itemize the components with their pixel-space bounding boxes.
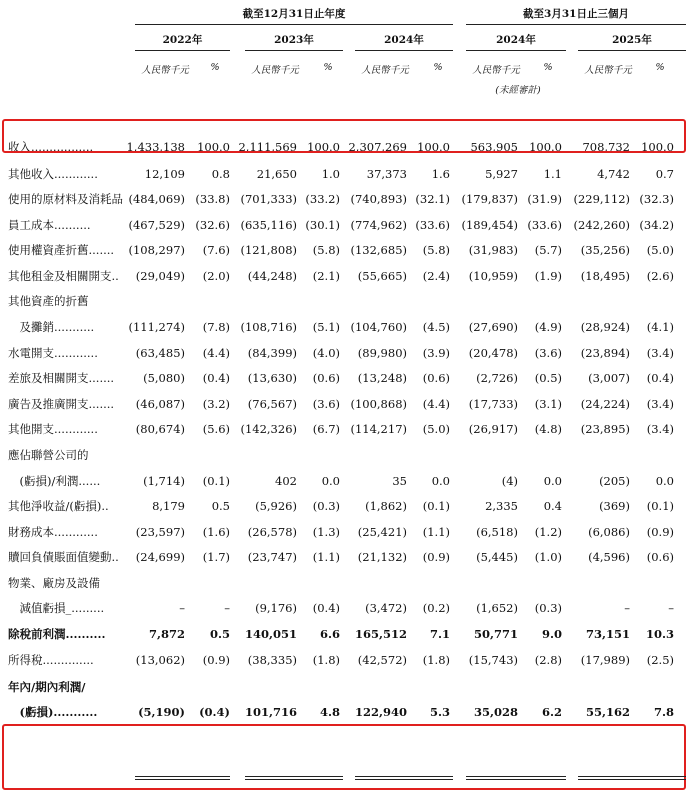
- amount-cell: (6,518): [476, 525, 518, 539]
- amount-cell: 708,732: [582, 140, 630, 154]
- percent-cell: 100.0: [641, 140, 674, 154]
- double-underline-2024-q: [466, 776, 566, 780]
- amount-cell: (3,472): [365, 601, 407, 615]
- unit-unaudited: (未經審計): [495, 85, 541, 96]
- year-rule-2022: [135, 50, 230, 51]
- amount-cell: (89,980): [357, 346, 407, 360]
- amount-cell: (25,421): [357, 525, 407, 539]
- amount-cell: (108,716): [240, 320, 297, 334]
- amount-cell: (132,685): [350, 243, 407, 257]
- amount-cell: (38,335): [247, 653, 297, 667]
- amount-cell: (23,894): [580, 346, 630, 360]
- percent-cell: (5.6): [202, 422, 230, 436]
- percent-cell: (5.0): [646, 243, 674, 257]
- percent-cell: (2.5): [646, 653, 674, 667]
- amount-cell: 35: [392, 474, 407, 488]
- percent-cell: (4.9): [534, 320, 562, 334]
- row-label: 員工成本..........: [8, 218, 91, 232]
- amount-cell: (29,049): [135, 269, 185, 283]
- unit-pct-2023: %: [323, 62, 333, 73]
- amount-cell: (3,007): [588, 371, 630, 385]
- percent-cell: (33.6): [527, 218, 562, 232]
- percent-cell: (3.1): [534, 397, 562, 411]
- amount-cell: 563,905: [470, 140, 518, 154]
- table-row: [0, 289, 692, 313]
- amount-cell: (114,217): [350, 422, 407, 436]
- double-underline-2023: [245, 776, 343, 780]
- percent-cell: 100.0: [197, 140, 230, 154]
- amount-cell: (17,733): [468, 397, 518, 411]
- percent-cell: 0.0: [655, 474, 674, 488]
- profit-row-highlight: [2, 724, 686, 790]
- percent-cell: (2.1): [312, 269, 340, 283]
- amount-cell: (80,674): [135, 422, 185, 436]
- row-label: 使用的原材料及消耗品: [8, 192, 123, 206]
- row-label: 使用權資產折舊.......: [8, 243, 115, 257]
- table-row: [0, 571, 692, 595]
- percent-cell: (3.6): [312, 397, 340, 411]
- table-row: [0, 675, 692, 699]
- year-header-2022: 2022年: [162, 34, 203, 46]
- percent-cell: –: [224, 601, 230, 615]
- percent-cell: (0.3): [312, 499, 340, 513]
- row-label: 差旅及相關開支.......: [8, 371, 115, 385]
- percent-cell: (0.3): [534, 601, 562, 615]
- amount-cell: (84,399): [247, 346, 297, 360]
- amount-cell: 2,335: [485, 499, 518, 513]
- percent-cell: (0.9): [646, 525, 674, 539]
- amount-cell: (229,112): [573, 192, 630, 206]
- table-row: [0, 469, 692, 493]
- row-label: 除稅前利潤..........: [8, 627, 106, 641]
- percent-cell: 0.4: [543, 499, 562, 513]
- percent-cell: 0.0: [431, 474, 450, 488]
- amount-cell: 35,028: [473, 705, 518, 719]
- unit-rmb-2025-q: 人民幣千元: [584, 65, 632, 76]
- amount-cell: (1,714): [143, 474, 185, 488]
- row-label: 所得稅..............: [8, 653, 94, 667]
- percent-cell: (0.1): [422, 499, 450, 513]
- table-row: [0, 443, 692, 467]
- percent-cell: (6.7): [312, 422, 340, 436]
- percent-cell: (2.6): [646, 269, 674, 283]
- percent-cell: (0.1): [202, 474, 230, 488]
- amount-cell: (23,597): [135, 525, 185, 539]
- amount-cell: 7,872: [148, 627, 185, 641]
- amount-cell: (5,445): [476, 550, 518, 564]
- row-label: 廣告及推廣開支.......: [8, 397, 115, 411]
- percent-cell: 4.8: [319, 705, 340, 719]
- percent-cell: (1.8): [422, 653, 450, 667]
- percent-cell: (0.9): [202, 653, 230, 667]
- unit-rmb-2023: 人民幣千元: [251, 65, 299, 76]
- year-rule-2023: [245, 50, 343, 51]
- amount-cell: 21,650: [256, 167, 297, 181]
- amount-cell: (142,326): [240, 422, 297, 436]
- percent-cell: (1.0): [534, 550, 562, 564]
- percent-cell: (1.7): [202, 550, 230, 564]
- percent-cell: (1.9): [534, 269, 562, 283]
- percent-cell: (32.6): [195, 218, 230, 232]
- amount-cell: (108,297): [128, 243, 185, 257]
- percent-cell: 6.6: [319, 627, 340, 641]
- amount-cell: 73,151: [585, 627, 630, 641]
- percent-cell: (4.4): [422, 397, 450, 411]
- amount-cell: (5,926): [255, 499, 297, 513]
- table-row: [0, 494, 692, 518]
- table-row: [0, 596, 692, 620]
- percent-cell: (5.7): [534, 243, 562, 257]
- amount-cell: (24,224): [580, 397, 630, 411]
- unit-rmb-2024: 人民幣千元: [361, 65, 409, 76]
- amount-cell: (4): [501, 474, 518, 488]
- revenue-row-highlight: [2, 119, 686, 153]
- amount-cell: (5,190): [138, 705, 185, 719]
- amount-cell: 8,179: [152, 499, 185, 513]
- percent-cell: (3.4): [646, 397, 674, 411]
- amount-cell: (1,862): [365, 499, 407, 513]
- percent-cell: (0.6): [646, 550, 674, 564]
- amount-cell: 122,940: [354, 705, 407, 719]
- percent-cell: 100.0: [529, 140, 562, 154]
- year-header-2024-q: 2024年: [496, 34, 536, 46]
- percent-cell: (4.4): [202, 346, 230, 360]
- percent-cell: (3.4): [646, 422, 674, 436]
- percent-cell: (3.2): [202, 397, 230, 411]
- percent-cell: (0.4): [312, 601, 340, 615]
- percent-cell: 0.7: [655, 167, 674, 181]
- percent-cell: 1.0: [321, 167, 340, 181]
- percent-cell: (1.8): [312, 653, 340, 667]
- percent-cell: (4.0): [312, 346, 340, 360]
- amount-cell: 402: [275, 474, 297, 488]
- row-label: 其他開支............: [8, 422, 98, 436]
- percent-cell: (0.4): [646, 371, 674, 385]
- amount-cell: (369): [599, 499, 630, 513]
- percent-cell: (33.6): [415, 218, 450, 232]
- amount-cell: 2,111,569: [238, 140, 297, 154]
- table-row: [0, 366, 692, 390]
- table-row: [0, 187, 692, 211]
- amount-cell: 50,771: [473, 627, 518, 641]
- percent-cell: (5.8): [422, 243, 450, 257]
- amount-cell: (44,248): [247, 269, 297, 283]
- percent-cell: (1.3): [312, 525, 340, 539]
- unit-pct-2025-q: %: [655, 62, 665, 73]
- amount-cell: (4,596): [588, 550, 630, 564]
- percent-cell: (7.6): [202, 243, 230, 257]
- row-label: 減值虧損_.........: [8, 601, 105, 615]
- percent-cell: (0.2): [422, 601, 450, 615]
- row-label: 物業、廠房及設備: [8, 576, 100, 590]
- amount-cell: (24,699): [135, 550, 185, 564]
- percent-cell: 100.0: [417, 140, 450, 154]
- percent-cell: (0.6): [422, 371, 450, 385]
- amount-cell: (13,248): [357, 371, 407, 385]
- period-header-three-months-rule: [466, 24, 686, 25]
- percent-cell: (0.9): [422, 550, 450, 564]
- unit-rmb-2022: 人民幣千元: [141, 65, 189, 76]
- percent-cell: 5.3: [429, 705, 450, 719]
- percent-cell: 0.5: [211, 499, 230, 513]
- table-row: [0, 545, 692, 569]
- percent-cell: (30.1): [305, 218, 340, 232]
- amount-cell: (111,274): [128, 320, 185, 334]
- period-header-three-months: 截至3月31日止三個月: [523, 8, 629, 20]
- amount-cell: (179,837): [461, 192, 518, 206]
- percent-cell: 0.0: [321, 474, 340, 488]
- amount-cell: 1,433,138: [126, 140, 185, 154]
- year-rule-2024-q: [466, 50, 566, 51]
- amount-cell: (26,578): [247, 525, 297, 539]
- amount-cell: (17,989): [580, 653, 630, 667]
- amount-cell: (42,572): [357, 653, 407, 667]
- unit-pct-2022: %: [210, 62, 220, 73]
- amount-cell: (13,062): [135, 653, 185, 667]
- amount-cell: (5,080): [143, 371, 185, 385]
- year-header-2023: 2023年: [274, 34, 314, 46]
- row-label: 其他收入............: [8, 167, 98, 181]
- percent-cell: (3.4): [646, 346, 674, 360]
- percent-cell: (33.2): [305, 192, 340, 206]
- amount-cell: 37,373: [366, 167, 407, 181]
- row-label: 贖回負債賬面值變動..: [8, 550, 119, 564]
- percent-cell: (33.8): [195, 192, 230, 206]
- amount-cell: (26,917): [468, 422, 518, 436]
- table-row: [0, 264, 692, 288]
- amount-cell: –: [624, 601, 630, 615]
- double-underline-2024: [355, 776, 453, 780]
- table-row: [0, 700, 692, 724]
- table-row: [0, 162, 692, 186]
- row-label: 水電開支............: [8, 346, 98, 360]
- amount-cell: 5,927: [485, 167, 518, 181]
- amount-cell: (63,485): [135, 346, 185, 360]
- amount-cell: (15,743): [468, 653, 518, 667]
- percent-cell: (32.1): [415, 192, 450, 206]
- percent-cell: (3.6): [534, 346, 562, 360]
- percent-cell: –: [668, 601, 674, 615]
- amount-cell: (1,652): [476, 601, 518, 615]
- row-label: 其他淨收益/(虧損)..: [8, 499, 109, 513]
- table-row: [0, 341, 692, 365]
- row-label: 年內/期內利潤/: [8, 680, 86, 694]
- amount-cell: (18,495): [580, 269, 630, 283]
- percent-cell: (1.2): [534, 525, 562, 539]
- amount-cell: 4,742: [597, 167, 630, 181]
- period-header-fiscal-rule: [135, 24, 453, 25]
- table-row: [0, 417, 692, 441]
- percent-cell: (1.1): [312, 550, 340, 564]
- amount-cell: (76,567): [247, 397, 297, 411]
- amount-cell: 101,716: [244, 705, 297, 719]
- percent-cell: 0.0: [543, 474, 562, 488]
- percent-cell: 1.6: [431, 167, 450, 181]
- table-row: [0, 622, 692, 646]
- percent-cell: 7.1: [429, 627, 450, 641]
- amount-cell: (104,760): [350, 320, 407, 334]
- amount-cell: (9,176): [255, 601, 297, 615]
- year-header-2025-q: 2025年: [612, 34, 652, 46]
- amount-cell: 12,109: [144, 167, 185, 181]
- amount-cell: (23,895): [580, 422, 630, 436]
- percent-cell: (5.0): [422, 422, 450, 436]
- amount-cell: (6,086): [588, 525, 630, 539]
- row-label: (虧損)/利潤......: [8, 474, 101, 488]
- row-label: 其他租金及相關開支..: [8, 269, 119, 283]
- amount-cell: (27,690): [468, 320, 518, 334]
- percent-cell: (3.9): [422, 346, 450, 360]
- amount-cell: (31,983): [468, 243, 518, 257]
- percent-cell: (0.6): [312, 371, 340, 385]
- percent-cell: (2.0): [202, 269, 230, 283]
- amount-cell: (635,116): [240, 218, 297, 232]
- row-label: 收入.................: [8, 140, 94, 154]
- amount-cell: (701,333): [240, 192, 297, 206]
- amount-cell: (55,665): [357, 269, 407, 283]
- amount-cell: 165,512: [354, 627, 407, 641]
- row-label: 應佔聯營公司的: [8, 448, 89, 462]
- percent-cell: (5.8): [312, 243, 340, 257]
- period-header-fiscal-year: 截至12月31日止年度: [242, 8, 346, 20]
- percent-cell: (1.1): [422, 525, 450, 539]
- double-underline-2025-q: [578, 776, 686, 780]
- amount-cell: (467,529): [128, 218, 185, 232]
- amount-cell: (740,893): [350, 192, 407, 206]
- unit-pct-2024: %: [433, 62, 443, 73]
- table-row: [0, 648, 692, 672]
- percent-cell: (0.4): [199, 705, 230, 719]
- percent-cell: (0.5): [534, 371, 562, 385]
- amount-cell: (484,069): [128, 192, 185, 206]
- amount-cell: (242,260): [573, 218, 630, 232]
- row-label: 及攤銷...........: [8, 320, 95, 334]
- amount-cell: –: [179, 601, 185, 615]
- percent-cell: (4.1): [646, 320, 674, 334]
- percent-cell: 0.8: [211, 167, 230, 181]
- percent-cell: (2.4): [422, 269, 450, 283]
- row-label: 財務成本............: [8, 525, 98, 539]
- percent-cell: 100.0: [307, 140, 340, 154]
- amount-cell: 140,051: [244, 627, 297, 641]
- amount-cell: (20,478): [468, 346, 518, 360]
- year-header-2024: 2024年: [384, 34, 424, 46]
- percent-cell: 0.5: [209, 627, 230, 641]
- percent-cell: (0.1): [646, 499, 674, 513]
- table-row: [0, 520, 692, 544]
- percent-cell: (4.8): [534, 422, 562, 436]
- double-underline-2022: [135, 776, 230, 780]
- amount-cell: (10,959): [468, 269, 518, 283]
- table-row: [0, 392, 692, 416]
- amount-cell: (35,256): [580, 243, 630, 257]
- table-row: [0, 238, 692, 262]
- percent-cell: (4.5): [422, 320, 450, 334]
- amount-cell: (189,454): [461, 218, 518, 232]
- percent-cell: 1.1: [543, 167, 562, 181]
- amount-cell: (13,630): [247, 371, 297, 385]
- percent-cell: (7.8): [202, 320, 230, 334]
- amount-cell: (121,808): [240, 243, 297, 257]
- amount-cell: (205): [599, 474, 630, 488]
- percent-cell: 7.8: [653, 705, 674, 719]
- percent-cell: 10.3: [645, 627, 674, 641]
- row-label: (虧損)...........: [8, 705, 98, 719]
- amount-cell: (28,924): [580, 320, 630, 334]
- amount-cell: 2,307,269: [348, 140, 407, 154]
- percent-cell: (5.1): [312, 320, 340, 334]
- percent-cell: (1.6): [202, 525, 230, 539]
- percent-cell: (32.3): [639, 192, 674, 206]
- percent-cell: (31.9): [527, 192, 562, 206]
- year-rule-2024: [355, 50, 453, 51]
- unit-rmb-2024-q: 人民幣千元: [472, 65, 520, 76]
- amount-cell: (100,868): [350, 397, 407, 411]
- percent-cell: 6.2: [541, 705, 562, 719]
- percent-cell: 9.0: [541, 627, 562, 641]
- amount-cell: (774,962): [350, 218, 407, 232]
- table-row: [0, 213, 692, 237]
- amount-cell: (21,132): [357, 550, 407, 564]
- percent-cell: (2.8): [534, 653, 562, 667]
- amount-cell: 55,162: [585, 705, 630, 719]
- amount-cell: (2,726): [476, 371, 518, 385]
- percent-cell: (34.2): [639, 218, 674, 232]
- table-row: [0, 315, 692, 339]
- year-rule-2025-q: [578, 50, 686, 51]
- unit-pct-2024-q: %: [543, 62, 553, 73]
- row-label: 其他資產的折舊: [8, 294, 89, 308]
- amount-cell: (46,087): [135, 397, 185, 411]
- amount-cell: (23,747): [247, 550, 297, 564]
- percent-cell: (0.4): [202, 371, 230, 385]
